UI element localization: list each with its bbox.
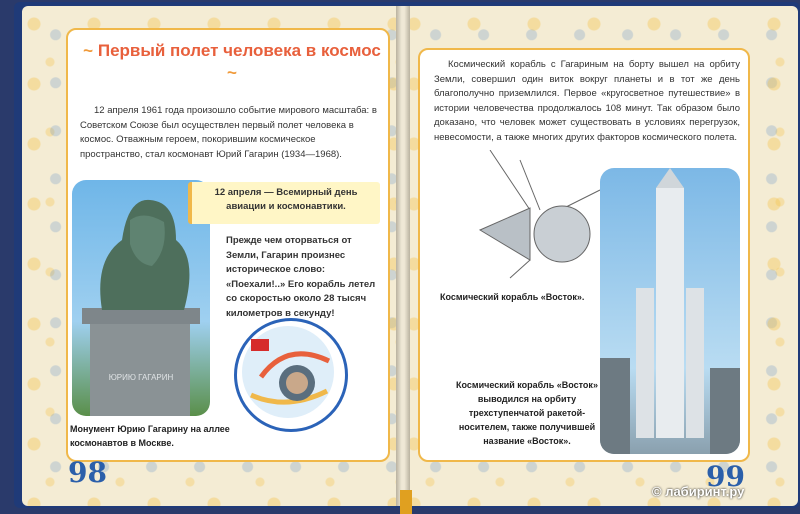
right-intro-paragraph: Космический корабль с Гагариным на борту вышел на орбиту Земли, совершил один виток вокруг планеты и в тот же день благополучно приземлился. Первое «кругосветное путешествие» в истории человечества продолжалось 108 минут. Так образом было доказано, что человек может существовать в условиях перегрузок, невесомости, а также многих других факторов космического полета.: [434, 59, 740, 143]
quote-text: Прежде чем оторваться от Земли, Гагарин произнес историческое слово: «Поехали!..» Его корабль летел со скоростью около 28 тысяч километров в секунду!: [226, 235, 376, 319]
watermark-text: © лабиринт.ру: [652, 484, 745, 499]
rocket-caption: Космический корабль «Восток» выводился на орбиту трехступенчатой ракетой-носителем, также получившей название «Восток».: [456, 380, 598, 446]
left-intro-paragraph: 12 апреля 1961 года произошло событие мирового масштаба: в Советском Союзе был осуществлен первый полет человека в космос. Отважным героем, покорившим космическое пространство, стал космонавт Юрий Гагарин (1934—1968).: [80, 105, 377, 160]
page-title-text: Первый полет человека в космос: [97, 41, 381, 60]
book-spine: [396, 6, 410, 506]
page-number-left: 98: [68, 456, 107, 489]
monument-caption: Монумент Юрию Гагарину на аллее космонавтов в Москве.: [70, 424, 230, 448]
title-tilde-bottom: ~: [227, 63, 237, 82]
gagarin-emblem-icon: [234, 318, 348, 432]
bookmark-ribbon: [400, 490, 412, 514]
spacecraft-caption: Космический корабль «Восток».: [440, 292, 585, 302]
page-title: [82, 40, 382, 84]
vostok-rocket-photo: [600, 168, 740, 454]
page-number-right: 99: [706, 460, 745, 493]
callout-box: 12 апреля — Всемирный день авиации и космонавтики.: [188, 182, 380, 224]
monument-inscription: ЮРИЮ ГАГАРИН: [108, 373, 174, 382]
title-tilde: ~: [83, 41, 94, 60]
vostok-spacecraft-icon: [470, 150, 620, 280]
